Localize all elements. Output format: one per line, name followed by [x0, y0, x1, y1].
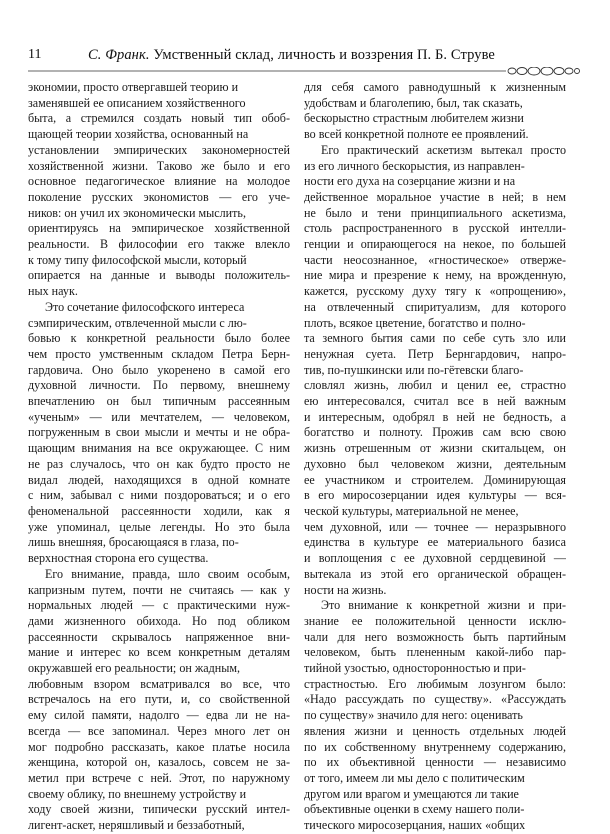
text-line: быта, а стремился создать новый тип обоб- [28, 111, 290, 126]
text-line: чем просто умственным складом Петра Берн- [28, 346, 290, 361]
text-line: та земного бытия сами по себе суть зло или [304, 331, 566, 346]
text-columns [28, 80, 583, 833]
text-line: другом или врагом и умещаются ли такие [304, 786, 519, 801]
text-line: щающим внимания на все окружающее. С ним [28, 441, 290, 456]
text-line: по их собственному внутреннему содержанию, [304, 739, 566, 754]
text-line: Это сочетание философского интереса [45, 299, 245, 314]
text-line: верхностная сторона его существа. [28, 551, 209, 566]
text-line: «ученым» — или мечтателем, — человеком, [28, 409, 290, 424]
text-line: окружавшей его реальности; он жадным, [28, 661, 241, 676]
text-line: ческой культуры, материальной не менее, [304, 503, 519, 518]
text-line: вытекала из этой его органической обращен- [304, 566, 566, 581]
text-line: женщина, которой он, казалось, совсем не за- [28, 755, 290, 770]
text-line: экономии, просто отвергавшей теорию и [28, 80, 239, 94]
text-line: основное педагогическое влияние на молодое [28, 174, 290, 189]
text-line: заменявшей ее описанием хозяйственного [28, 95, 246, 110]
text-line: по их объективной ценности — независимо [304, 755, 566, 770]
text-line: Это внимание к конкретной жизни и при- [321, 598, 566, 613]
text-line: видал людей, находящихся в одной комнате [28, 472, 290, 487]
text-line: на отвлеченный спиритуализм, для которого [304, 299, 566, 314]
text-line: единства в культуре ее материального базиса [304, 535, 566, 550]
text-line: по существу» значило для него: оценивать [304, 708, 523, 723]
text-line: Его внимание, правда, шло своим особым, [45, 566, 290, 581]
text-line: в его миросозерцании идея культуры — вся- [304, 488, 566, 503]
text-line: Его практический аскетизм вытекал просто [321, 142, 566, 157]
text-line: духовной личности. По первому, внешнему [28, 378, 290, 393]
text-line: лигент-аскет, неряшливый и беззаботный, [28, 818, 245, 833]
text-line: для себя самого равнодушный к жизненным [304, 80, 566, 94]
text-line: богатство и полноту. Прожив сам всю свою [304, 425, 566, 440]
paragraph [304, 80, 566, 143]
text-line: словлял жизнь, любил и ценил ее, страстно [304, 378, 566, 393]
text-line: удобствам и благолепию, был, так сказать, [304, 95, 523, 110]
text-line: из его личного бескорыстия, из направлен- [304, 158, 525, 173]
text-line: дами жизненного обихода. Но под обликом [28, 613, 290, 628]
text-line: не раз случалось, что он как будто просто не [28, 456, 290, 471]
running-title [88, 47, 520, 64]
text-line: мание и интерес ко всем конкретным деталям [28, 645, 290, 660]
text-line: ходу своей жизни, типически русский интел- [28, 802, 290, 817]
paragraph [28, 80, 290, 300]
text-line: кажется, русскому духу тягу к «опрощению», [304, 284, 566, 299]
text-line: во всей конкретной полноте ее проявлений. [304, 127, 529, 142]
text-line: ориентируясь на эмпирическое хозяйственной [28, 221, 290, 236]
text-line: реальности. В философии его также влекло [28, 237, 290, 252]
running-title-author: С. Франк. [88, 47, 150, 63]
paragraph [28, 300, 290, 567]
scroll-ornament-icon [508, 67, 580, 75]
paragraph [304, 143, 566, 598]
text-line: опирается на данные и выводы положитель- [28, 268, 290, 283]
text-line: установлении эмпирических закономерностей [28, 142, 290, 157]
text-line: ности его духа на созерцание жизни и на [304, 174, 516, 189]
text-line: человеком, быть плененным какой-либо пар- [304, 645, 566, 660]
text-line: явления жизни и ценность отдельных людей [304, 723, 566, 738]
paragraph [304, 598, 566, 834]
text-line: уже упоминал, целые легенды. Но это была [28, 519, 290, 534]
text-line: части неосознанное, «гностическое» отверже- [304, 252, 566, 267]
text-line: метил при встрече с ней. Этот, по наружному [28, 770, 290, 785]
text-line: нормальных людей — с практическими нуж- [28, 598, 290, 613]
text-line: щающей теории хозяйства, основанный на [28, 127, 249, 142]
text-line: страстностью. Его любимым лозунгом было: [304, 676, 566, 691]
text-line: всегда — все запоминал. Через много лет он [28, 723, 290, 738]
running-header [28, 45, 583, 69]
header-rule-ornament [28, 67, 583, 77]
text-line: своему облику, по внешнему устройству и [28, 786, 247, 801]
running-title-text: Умственный склад, личность и воззрения П. Б. Струве [153, 47, 495, 63]
text-line: любовным взором всматривался во все, что [28, 676, 290, 691]
text-line: плоть, всякое цветение, богатство и полно- [304, 315, 526, 330]
text-line: чали для него возможность быть партийным [304, 629, 566, 644]
text-line: «Надо рассуждать по существу». «Рассуждать [304, 692, 566, 707]
text-line: чем духовной, или — точнее — неразрывного [304, 519, 566, 534]
text-line: ему силой памяти, надолго — едва ли не на- [28, 708, 290, 723]
text-line: с ним, забывал с ними поздороваться; и о его [28, 488, 290, 503]
text-line: тийной узостью, односторонностью и при- [304, 661, 526, 676]
text-line: знание ее положительной ценности исклю- [304, 613, 566, 628]
text-line: тического миросозерцания, наших «общих [304, 818, 526, 833]
text-line: к тому типу философской мысли, который [28, 252, 247, 267]
text-line: капризным путем, почти не считаясь — как у [28, 582, 290, 597]
text-line: ненужная суета. Петр Бернгардович, напро- [304, 346, 566, 361]
page-number: 11 [28, 47, 42, 62]
text-line: духовно был человеком жизни, деятельным [304, 456, 566, 471]
text-line: ных наук. [28, 284, 78, 299]
text-line: и воплощения с ее духовной сердцевиной — [304, 551, 566, 566]
text-line: сэмпирическим, отвлеченной мысли с лю- [28, 315, 247, 330]
text-line: ние мира и презрение к нему, на врожденную, [304, 268, 566, 283]
text-line: ею интересовался, считал все в ней важным [304, 394, 566, 409]
text-line: феноменальной рассеянности ходили, как я [28, 503, 290, 518]
text-line: столь распространенного в русской интелли- [304, 221, 566, 236]
text-line: ее участником и строителем. Доминирующая [304, 472, 566, 487]
text-line: гардовича. Оно было укоренено в самой его [28, 362, 290, 377]
text-line: бескорыстно страстным любителем жизни [304, 111, 524, 126]
text-line: генции и опирающегося на некое, по большей [304, 237, 566, 252]
text-line: объективные оценки в схему нашего поли- [304, 802, 525, 817]
text-line: рассеянности скрывалось напряженное вни- [28, 629, 290, 644]
text-line: лишь внешняя, бросающаяся в глаза, по- [28, 535, 239, 550]
text-line: погруженным в свои мысли и мечты и не обра- [28, 425, 290, 440]
text-line: тив, по-пушкински или по-гётевски благо- [304, 362, 524, 377]
text-line: жизнь отрешенным от жизни скитальцем, он [304, 441, 566, 456]
text-line: встречалось на его пути, и, со свойственной [28, 692, 290, 707]
text-line: бовью к конкретной реальности было более [28, 331, 290, 346]
text-line: поколение русских экономистов — его уче- [28, 189, 290, 204]
text-line: ности на жизнь. [304, 582, 387, 597]
text-line: впечатлению он был типичным рассеянным [28, 394, 290, 409]
text-line: хозяйственной жизни. Таково же было и его [28, 158, 290, 173]
right-column [304, 80, 566, 834]
text-line: и интересным, одобрял в ней не бедность, а [304, 409, 566, 424]
text-line: мог подробно рассказать, какое платье носила [28, 739, 290, 754]
text-line: от того, имеем ли мы дело с политическим [304, 770, 525, 785]
paragraph [28, 567, 290, 834]
text-line: действенное моральное участие в ней; в нем [304, 189, 566, 204]
text-line: ников: он учил их экономически мыслить, [28, 205, 246, 220]
left-column [28, 80, 290, 834]
text-line: не было и тени принципиального аскетизма, [304, 205, 566, 220]
